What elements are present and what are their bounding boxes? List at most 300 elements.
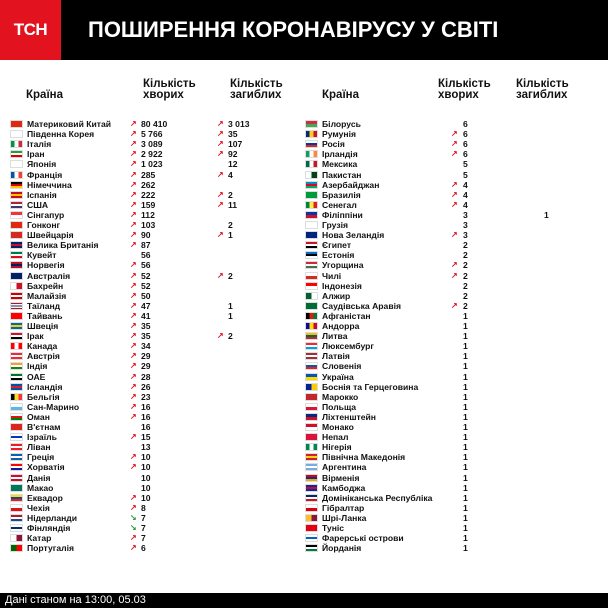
country-flag-icon [10,191,23,199]
table-row [10,523,300,533]
country-flag-icon [10,160,23,168]
table-row [305,281,595,291]
table-row [305,311,595,321]
cases-value: 8 [141,502,146,513]
country-name: Йорданія [322,543,362,554]
trend-up-icon: ↗ [451,270,458,280]
country-name: Боснія та Герцеговина [322,381,419,392]
trend-up-icon: ↗ [217,199,224,209]
cases-value: 1 [463,351,468,362]
table-row [10,281,300,291]
trend-up-icon: ↗ [130,321,137,330]
table-row [10,331,300,341]
country-flag-icon [305,494,318,502]
trend-up-icon: ↗ [130,270,137,280]
country-flag-icon [305,423,318,431]
cases-value: 2 [463,280,468,291]
country-flag-icon [305,534,318,542]
country-flag-icon [10,443,23,451]
country-flag-icon [10,272,23,280]
country-name: Естонія [322,250,355,261]
country-name: Північна Македонія [322,452,406,463]
trend-up-icon: ↗ [130,300,137,310]
country-name: Гібралтар [322,502,365,513]
country-flag-icon [10,474,23,482]
cases-value: 103 [141,220,156,230]
table-row [10,452,300,462]
cases-value: 56 [141,260,151,271]
left-cases-header-line2: хворих [143,89,184,101]
cases-value: 262 [141,179,156,190]
country-name: Ліхтенштейн [322,411,377,422]
country-name: Україна [322,371,354,382]
table-row [10,341,300,351]
deaths-value: 4 [228,169,233,180]
table-row [10,483,300,493]
table-row [10,372,300,382]
cases-value: 3 [463,230,468,241]
trend-up-icon: ↗ [130,371,137,381]
trend-up-icon: ↗ [451,149,458,159]
country-name: Росія [322,139,345,150]
country-name: Камбоджа [322,482,366,493]
cases-value: 2 [463,250,468,261]
table-row [10,230,300,240]
cases-value: 222 [141,189,156,200]
country-name: Польща [322,401,357,412]
cases-value: 90 [141,230,151,241]
table-row [10,139,300,149]
country-flag-icon [10,342,23,350]
trend-up-icon: ↗ [451,230,458,240]
country-flag-icon [10,403,23,411]
cases-value: 1 [463,422,468,432]
cases-value: 1 [463,401,468,412]
country-flag-icon [305,544,318,552]
country-flag-icon [10,292,23,300]
cases-value: 1 [463,543,468,554]
country-name: Білорусь [322,119,361,129]
trend-up-icon: ↗ [130,139,137,149]
country-name: Норвегія [27,260,65,271]
deaths-value: 3 013 [228,119,250,129]
country-flag-icon [10,494,23,502]
table-row [10,392,300,402]
country-flag-icon [305,241,318,249]
table-row [305,392,595,402]
cases-value: 1 [463,462,468,473]
cases-value: 1 [463,411,468,422]
table-row [10,543,300,553]
country-name: Данія [27,472,51,483]
cases-value: 1 023 [141,159,163,170]
left-col-cases-header [143,79,196,101]
cases-value: 10 [141,452,151,463]
country-name: Фінляндія [27,523,71,533]
country-flag-icon [10,514,23,522]
country-name: Чехія [27,502,50,513]
left-col-country-header: Країна [26,89,64,101]
table-row [305,523,595,533]
cases-value: 7 [141,523,146,533]
country-flag-icon [305,504,318,512]
country-flag-icon [305,221,318,229]
trend-up-icon: ↗ [130,230,137,240]
cases-value: 2 [463,290,468,301]
table-row [305,412,595,422]
table-row [305,402,595,412]
cases-value: 4 [463,179,468,190]
cases-value: 29 [141,361,151,372]
deaths-value: 12 [228,159,238,170]
table-row [10,250,300,260]
cases-value: 56 [141,250,151,261]
country-name: Нідерланди [27,512,78,523]
table-row [10,513,300,523]
country-name: Греція [27,452,55,463]
country-name: Шрі-Ланка [322,512,367,523]
trend-up-icon: ↗ [130,502,137,512]
table-row [305,372,595,382]
country-flag-icon [10,453,23,461]
country-name: Ліван [27,442,51,453]
trend-down-icon: ↘ [130,523,137,532]
table-row [10,422,300,432]
tsn-logo: TCH [0,0,61,60]
country-flag-icon [305,433,318,441]
trend-up-icon: ↗ [130,119,137,128]
country-flag-icon [10,171,23,179]
country-name: Материковий Китай [27,119,112,129]
cases-value: 159 [141,199,156,210]
right-cases-header-line2: хворих [438,89,479,101]
cases-value: 5 [463,159,468,170]
table-row [10,533,300,543]
country-name: Канада [27,341,58,352]
cases-value: 2 [463,300,468,311]
country-name: Бельгія [27,391,60,402]
footer-bar [0,593,608,608]
trend-up-icon: ↗ [130,149,137,159]
table-row [305,543,595,553]
country-name: Малайзія [27,290,67,301]
left-cases-header-line1: Кількість [143,78,196,90]
trend-up-icon: ↗ [130,179,137,189]
country-name: Кувейт [27,250,57,261]
trend-up-icon: ↗ [130,169,137,179]
country-flag-icon [10,201,23,209]
country-name: Угорщина [322,260,364,271]
table-row [305,210,595,220]
cases-value: 1 [463,442,468,453]
trend-up-icon: ↗ [451,179,458,189]
deaths-value: 1 [228,230,233,241]
cases-value: 10 [141,482,151,493]
cases-value: 1 [463,502,468,513]
country-flag-icon [305,302,318,310]
country-flag-icon [10,504,23,512]
country-name: Сенегал [322,199,357,210]
country-flag-icon [305,413,318,421]
trend-up-icon: ↗ [217,270,224,280]
trend-up-icon: ↗ [451,129,458,139]
cases-value: 112 [141,209,155,220]
country-name: Нігерія [322,442,352,453]
country-flag-icon [10,544,23,552]
country-name: ОАЕ [27,371,46,382]
cases-value: 34 [141,341,151,352]
trend-up-icon: ↗ [130,280,137,290]
table-row [10,220,300,230]
country-flag-icon [305,484,318,492]
country-name: Чилі [322,270,342,281]
trend-up-icon: ↗ [130,351,137,361]
country-flag-icon [305,282,318,290]
country-flag-icon [305,160,318,168]
country-name: Індія [27,361,48,372]
table-row [10,301,300,311]
country-name: Іран [27,149,45,160]
cases-value: 41 [141,310,151,321]
country-flag-icon [10,251,23,259]
table-row [305,513,595,523]
table-row [10,129,300,139]
country-name: Швеція [27,321,59,331]
deaths-value: 92 [228,149,238,160]
country-name: Марокко [322,391,359,402]
country-flag-icon [10,463,23,471]
cases-value: 10 [141,462,151,473]
country-name: Фарерські острови [322,533,404,544]
trend-up-icon: ↗ [130,411,137,421]
cases-value: 16 [141,411,151,422]
country-flag-icon [10,423,23,431]
cases-value: 23 [141,391,151,402]
country-flag-icon [10,484,23,492]
country-flag-icon [305,181,318,189]
cases-value: 1 [463,512,468,523]
country-name: Мексика [322,159,358,170]
country-flag-icon [305,322,318,330]
country-name: Гонконг [27,220,61,230]
cases-value: 15 [141,432,151,443]
country-flag-icon [305,251,318,259]
table-row [10,200,300,210]
table-row [305,220,595,230]
table-row [305,533,595,543]
table-row [305,442,595,452]
trend-up-icon: ↗ [130,341,137,351]
cases-value: 1 [463,492,468,503]
table-row [305,493,595,503]
cases-value: 6 [141,543,146,554]
trend-up-icon: ↗ [130,159,137,169]
country-flag-icon [305,514,318,522]
country-flag-icon [305,201,318,209]
right-col-deaths-header [516,79,569,101]
country-flag-icon [305,272,318,280]
cases-value: 35 [141,331,151,342]
table-row [10,119,300,129]
cases-value: 28 [141,371,151,382]
trend-up-icon: ↗ [130,492,137,502]
table-row [305,422,595,432]
left-deaths-header-line2: загиблих [230,89,282,101]
country-name: Філіппіни [322,209,363,220]
table-row [10,432,300,442]
country-flag-icon [10,120,23,128]
country-flag-icon [305,453,318,461]
right-deaths-header-line1: Кількість [516,78,569,90]
table-row [10,240,300,250]
cases-value: 16 [141,422,151,432]
country-flag-icon [10,130,23,138]
trend-up-icon: ↗ [130,220,137,229]
country-flag-icon [10,534,23,542]
country-name: Латвія [322,351,350,362]
country-flag-icon [10,221,23,229]
trend-up-icon: ↗ [217,331,224,341]
table-row [305,170,595,180]
country-flag-icon [10,140,23,148]
trend-up-icon: ↗ [130,361,137,371]
country-name: Монако [322,422,354,432]
country-flag-icon [305,362,318,370]
cases-value: 1 [463,482,468,493]
country-name: Алжир [322,290,351,301]
table-row [10,159,300,169]
country-flag-icon [305,524,318,532]
country-name: В'єтнам [27,422,61,432]
deaths-value: 1 [544,209,549,220]
country-flag-icon [10,231,23,239]
cases-value: 6 [463,139,468,150]
country-flag-icon [305,191,318,199]
cases-value: 50 [141,290,151,301]
table-row [10,442,300,452]
cases-value: 52 [141,270,151,281]
country-flag-icon [305,383,318,391]
country-name: Грузія [322,220,349,230]
table-row [305,503,595,513]
cases-value: 5 [463,169,468,180]
table-row [305,321,595,331]
trend-down-icon: ↘ [130,512,137,522]
country-name: Тайвань [27,310,63,321]
table-row [10,311,300,321]
table-row [10,361,300,371]
right-cases-header-line1: Кількість [438,78,491,90]
table-row [305,462,595,472]
country-flag-icon [305,393,318,401]
country-name: Іспанія [27,189,57,200]
table-row [10,321,300,331]
cases-value: 87 [141,240,151,251]
header-bar [0,0,608,60]
country-flag-icon [305,403,318,411]
country-name: Бахрейн [27,280,64,291]
cases-value: 1 [463,331,468,342]
country-name: Оман [27,411,50,422]
trend-up-icon: ↗ [130,381,137,391]
country-flag-icon [10,332,23,340]
country-name: Люксембург [322,341,374,352]
cases-value: 2 922 [141,149,163,160]
trend-up-icon: ↗ [130,331,137,341]
trend-up-icon: ↗ [217,149,224,159]
country-flag-icon [10,211,23,219]
table-row [305,361,595,371]
table-row [10,382,300,392]
country-name: США [27,199,49,210]
country-name: Катар [27,533,52,544]
table-row [10,493,300,503]
cases-value: 47 [141,300,151,311]
cases-value: 26 [141,381,151,392]
cases-value: 10 [141,472,151,483]
country-flag-icon [305,443,318,451]
country-name: Туніс [322,523,345,533]
table-row [305,331,595,341]
country-name: Еквадор [27,492,63,503]
country-name: Таїланд [27,300,61,311]
cases-value: 3 [463,220,468,230]
table-row [305,452,595,462]
data-timestamp: Дані станом на 13:00, 05.03 [5,594,146,606]
country-flag-icon [10,302,23,310]
deaths-value: 1 [228,300,233,311]
cases-value: 1 [463,533,468,544]
page-title: ПОШИРЕННЯ КОРОНАВІРУСУ У СВІТІ [88,17,499,42]
trend-up-icon: ↗ [451,189,458,199]
country-flag-icon [10,413,23,421]
table-row [10,190,300,200]
trend-up-icon: ↗ [130,543,137,553]
cases-value: 1 [463,391,468,402]
cases-value: 2 [463,240,468,251]
trend-up-icon: ↗ [130,199,137,209]
table-row [305,119,595,129]
country-flag-icon [10,352,23,360]
trend-up-icon: ↗ [130,240,137,250]
deaths-value: 2 [228,220,233,230]
trend-up-icon: ↗ [217,230,224,240]
cases-value: 2 [463,270,468,281]
country-flag-icon [10,322,23,330]
trend-up-icon: ↗ [130,260,137,270]
trend-up-icon: ↗ [217,189,224,199]
country-name: Саудівська Аравія [322,300,402,311]
table-row [305,483,595,493]
cases-value: 6 [463,149,468,160]
cases-value: 4 [463,189,468,200]
table-row [10,462,300,472]
country-flag-icon [10,393,23,401]
deaths-value: 2 [228,331,233,342]
country-name: Нова Зеландія [322,230,385,241]
country-flag-icon [305,292,318,300]
deaths-value: 107 [228,139,243,150]
table-row [10,210,300,220]
cases-value: 1 [463,452,468,463]
right-deaths-header-line2: загиблих [516,89,568,101]
table-row [10,149,300,159]
country-flag-icon [10,150,23,158]
country-name: Афганістан [322,310,371,321]
country-name: Ірак [27,331,44,342]
trend-up-icon: ↗ [217,119,224,128]
country-flag-icon [10,181,23,189]
